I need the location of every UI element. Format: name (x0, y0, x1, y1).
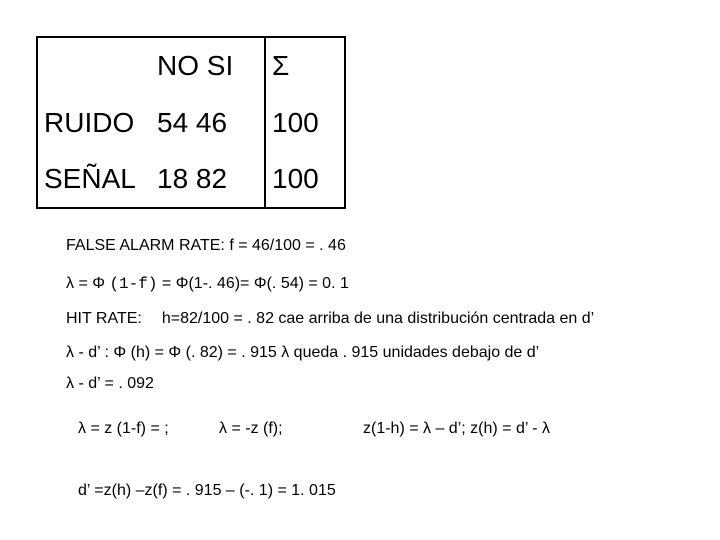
lambda-b: (1-f) (109, 275, 158, 293)
equation-2: λ = -z (f); (219, 420, 283, 437)
row-label: SEÑAL (44, 163, 136, 194)
dprime-line: d’ =z(h) –z(f) = . 915 – (-. 1) = 1. 015 (78, 482, 336, 499)
row-sum: 100 (272, 106, 319, 138)
table-header-row (37, 37, 345, 94)
row-label: RUIDO (44, 106, 135, 138)
table-row-ruido (37, 94, 345, 151)
header-no-si: NO SI (151, 37, 265, 94)
row-sum: 100 (272, 163, 319, 194)
hit-rate-line (66, 310, 594, 328)
lambda-d2-line: λ - d’ = . 092 (66, 375, 154, 392)
contingency-table (36, 36, 346, 209)
header-sum: Σ (272, 50, 290, 81)
header-blank (37, 37, 151, 94)
lambda-line (66, 275, 349, 293)
false-alarm-line: FALSE ALARM RATE: f = 46/100 = . 46 (66, 237, 346, 254)
equation-3: z(1-h) = λ – d’; z(h) = d’ - λ (363, 420, 551, 437)
lambda-a: λ = Φ (66, 275, 110, 292)
row-values: 54 46 (151, 94, 265, 151)
lambda-c: = Φ(1-. 46)= Φ(. 54) = 0. 1 (157, 275, 349, 292)
row-values: 18 82 (151, 151, 265, 208)
hit-rate-text: h=82/100 = . 82 cae arriba de una distribución centrada en d’ (161, 310, 595, 327)
lambda-d-line: λ - d’ : Φ (h) = Φ (. 82) = . 915 λ queda . 915 unidades debajo de d’ (66, 344, 540, 361)
equation-1: λ = z (1-f) = ; (78, 420, 169, 437)
hit-rate-label: HIT RATE: (66, 310, 142, 327)
table-row-senal (37, 151, 345, 208)
